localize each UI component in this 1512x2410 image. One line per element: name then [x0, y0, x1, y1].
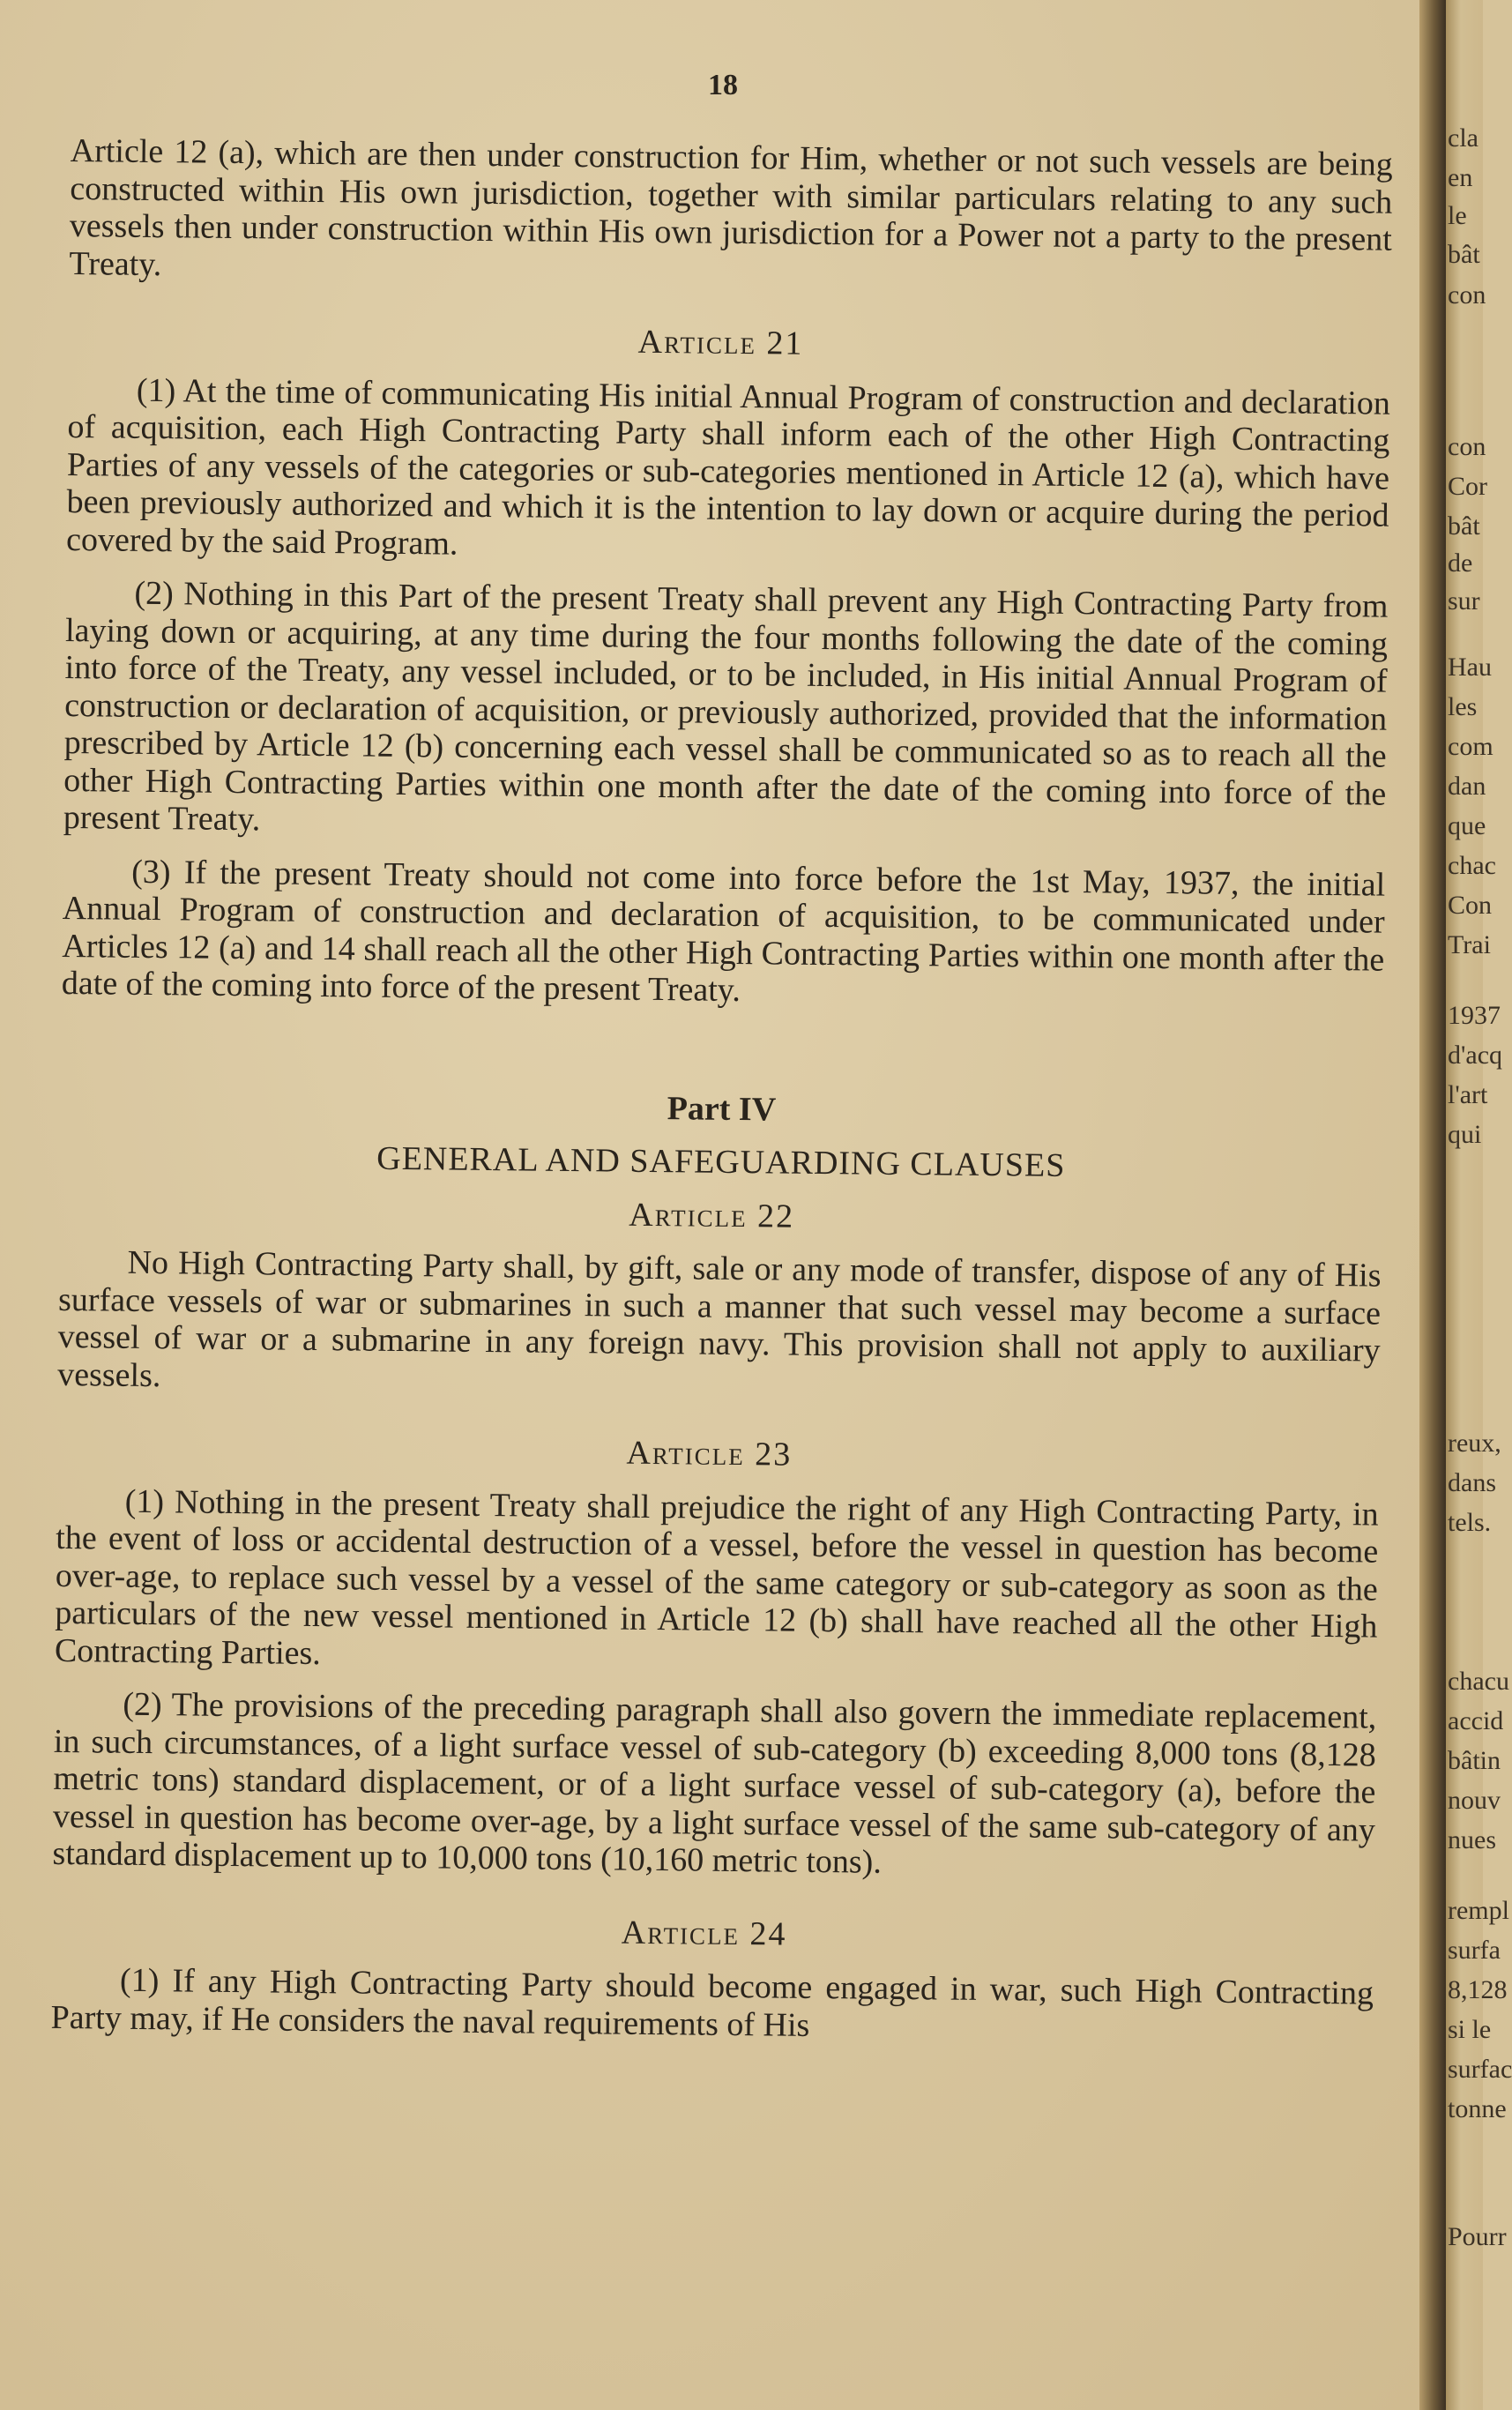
facing-page-fragment: les — [1448, 692, 1478, 721]
facing-page-fragment: l'art — [1448, 1080, 1488, 1109]
facing-page-fragment: en — [1448, 163, 1473, 192]
facing-page-fragment: que — [1448, 811, 1486, 840]
part-iv-title: GENERAL AND SAFEGUARDING CLAUSES — [376, 1139, 1066, 1184]
facing-page-fragment: le — [1448, 201, 1467, 230]
article-22-paragraph: No High Contracting Party shall, by gift, sale or any mode of transfer, dispose of any of His surface vessels of war or submarines in such a manner that such vessel may become a surface vessel of war or a submarine in any foreign navy. This provision shall not apply to auxiliary vessels. — [57, 1243, 1382, 1394]
article-23-paragraph-2: (2) The provisions of the preceding paragraph shall also govern the immediate replacement, in such circumstances, of a light surface vessel of sub-category (b) exceeding 8,000 tons (8,128 metric tons) standard displacement, or of a light surface vessel of sub-category (a), before the vessel in question has become over-age, by a light surface vessel of the same sub-category of any standard displacement up to 10,000 tons (10,160 metric tons). — [52, 1685, 1377, 1881]
article-21-heading: Article 21 — [637, 323, 804, 362]
facing-page-fragment: con — [1448, 432, 1486, 461]
facing-page-fragment: bâtin — [1448, 1746, 1501, 1775]
facing-page-fragment: sur — [1448, 586, 1480, 616]
facing-page-fragment: Pourr — [1448, 2222, 1507, 2251]
facing-page-fragment: reux, — [1448, 1429, 1501, 1458]
facing-page-fragment: con — [1448, 280, 1486, 310]
book-gutter — [1419, 0, 1446, 2410]
article-23-heading: Article 23 — [626, 1434, 793, 1474]
facing-page-fragment: Cor — [1448, 472, 1487, 501]
facing-page-fragment: nues — [1448, 1825, 1496, 1854]
facing-page-fragment: surfac — [1448, 2055, 1512, 2084]
facing-page-fragment: surfa — [1448, 1936, 1501, 1965]
facing-page-fragment: qui — [1448, 1120, 1482, 1149]
page-number: 18 — [708, 69, 738, 101]
facing-page-fragment: accid — [1448, 1706, 1504, 1735]
facing-page-fragment: cla — [1448, 123, 1478, 153]
facing-page-fragment: Hau — [1448, 653, 1492, 682]
facing-page-fragment: Trai — [1448, 930, 1491, 959]
article-23-paragraph-1: (1) Nothing in the present Treaty shall prejudice the right of any High Contracting Party, in the event of loss or accidental destruction of a vessel, before the vessel in question has become over-age, to replace such vessel by a vessel of the same category or sub-category as soon as the particulars of the new vessel mentioned in Article 12 (b) shall have reached all the other High Contracting Parties. — [54, 1482, 1379, 1672]
facing-page-fragment: chac — [1448, 851, 1496, 880]
article-24-heading: Article 24 — [621, 1914, 787, 1953]
facing-page-fragment: tonne — [1448, 2094, 1507, 2123]
article-24-paragraph-1: (1) If any High Contracting Party should become engaged in war, such High Contracting Party may, if He considers the naval requirements of His — [50, 1961, 1374, 2044]
article-21-paragraph-1: (1) At the time of communicating His initial Annual Program of construction and declaration of acquisition, each High Contracting Party shall inform each of the other High Contracting Parties of any vessels of the categories or sub-categories mentioned in Article 12 (a), which have been previously authorized and which it is the intention to lay down or acquire during the period covered by the said Program. — [65, 371, 1391, 563]
main-text-column — [50, 132, 1393, 2050]
article-22-heading: Article 22 — [629, 1196, 795, 1235]
facing-page-fragment: 1937 — [1448, 1001, 1501, 1030]
facing-page-fragment: 8,128 — [1448, 1975, 1508, 2004]
facing-page-fragment: bât — [1448, 240, 1480, 269]
spacer — [61, 1002, 1384, 1097]
facing-page-fragment: Con — [1448, 891, 1493, 920]
facing-page-fragment: bât — [1448, 511, 1480, 541]
facing-page-fragment: rempl — [1448, 1896, 1509, 1925]
facing-page-edge — [1446, 0, 1512, 2410]
article-21-paragraph-3: (3) If the present Treaty should not come into force before the 1st May, 1937, the initial Annual Program of construction and declaration of acquisition, to be communicated under Articles 12 (a) and 14 shall reach all the other High Contracting Parties within one month after the date of the coming into force of the present Treaty. — [61, 853, 1386, 1010]
facing-page-fragment: de — [1448, 548, 1473, 578]
continued-paragraph: Article 12 (a), which are then under construction for Him, whether or not such vessels are being constructed within His own jurisdiction, together with similar particulars relating to any such vessels then under construction within His own jurisdiction for a Power not a party to the present Treaty. — [69, 132, 1393, 283]
part-iv-heading: Part IV — [667, 1089, 777, 1128]
facing-page-fragment: dans — [1448, 1468, 1496, 1497]
article-21-paragraph-2: (2) Nothing in this Part of the present Treaty shall prevent any High Contracting Party from laying down or acquiring, at any time during the four months following the date of the coming into force of the Treaty, any vessel included, or to be included, in His initial Annual Program of construction or declaration of acquisition, or previously authorized, provided that the information prescribed by Article 12 (b) concerning each vessel shall be communicated so as to reach all the other High Contracting Parties within one month after the date of the coming into force of the present Treaty. — [63, 574, 1389, 839]
facing-page-fragment: nouv — [1448, 1786, 1501, 1815]
facing-page-fragment: d'acq — [1448, 1041, 1503, 1070]
facing-page-fragment: dan — [1448, 772, 1486, 801]
facing-page-fragment: si le — [1448, 2015, 1492, 2044]
facing-page-fragment: com — [1448, 732, 1493, 761]
facing-page-fragment: tels. — [1448, 1508, 1492, 1537]
facing-page-fragment: chacu — [1448, 1667, 1509, 1696]
